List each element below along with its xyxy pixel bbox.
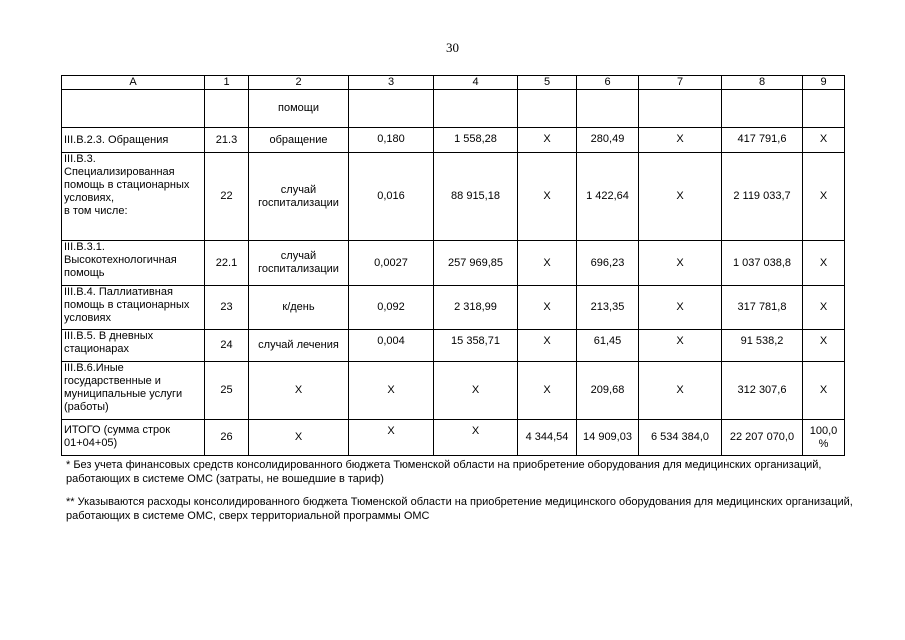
table-cell: 22.1: [205, 241, 249, 286]
table-cell: 0,0027: [349, 241, 434, 286]
table-cell: Х: [803, 128, 845, 153]
financing-table: [61, 75, 845, 456]
table-cell: Х: [803, 362, 845, 420]
table-cell: Х: [803, 153, 845, 241]
header-cell: 7: [639, 76, 722, 90]
table-cell: 1 558,28: [434, 128, 518, 153]
table-row: [62, 153, 845, 241]
table-cell: Х: [518, 241, 577, 286]
header-row: [62, 76, 845, 90]
header-cell: 9: [803, 76, 845, 90]
table-cell: Х: [434, 420, 518, 456]
table-cell: 61,45: [577, 330, 639, 362]
table-cell: случай госпитализации: [249, 153, 349, 241]
table-cell: Х: [639, 241, 722, 286]
table-row: [62, 286, 845, 330]
table-cell: Х: [803, 286, 845, 330]
table-cell: [639, 90, 722, 128]
table-cell: 100,0 %: [803, 420, 845, 456]
table-cell: 25: [205, 362, 249, 420]
table-row: [62, 241, 845, 286]
table-row: [62, 128, 845, 153]
table-cell: Х: [639, 330, 722, 362]
table-cell: Х: [803, 241, 845, 286]
table-cell: 6 534 384,0: [639, 420, 722, 456]
table-cell: случай лечения: [249, 330, 349, 362]
table-cell: 88 915,18: [434, 153, 518, 241]
table-cell: 0,180: [349, 128, 434, 153]
row-name-subtext: в том числе:: [64, 205, 128, 217]
table-cell: Х: [249, 362, 349, 420]
header-cell: 5: [518, 76, 577, 90]
table-cell: Х: [518, 330, 577, 362]
header-cell: 8: [722, 76, 803, 90]
table-cell: помощи: [249, 90, 349, 128]
table-cell: 696,23: [577, 241, 639, 286]
table-cell: Х: [639, 286, 722, 330]
table-cell: 213,35: [577, 286, 639, 330]
row-name: III.В.5. В дневных стационарах: [62, 330, 205, 362]
table-cell: 91 538,2: [722, 330, 803, 362]
footnote-single-asterisk: * Без учета финансовых средств консолидированного бюджета Тюменской области на приобретение оборудования для медицинских организаций, работающих в системе ОМС (затраты, не вошедшие в тариф): [66, 459, 822, 485]
table-cell: 312 307,6: [722, 362, 803, 420]
table-cell: 0,004: [349, 330, 434, 362]
header-cell: 2: [249, 76, 349, 90]
table-cell: 257 969,85: [434, 241, 518, 286]
page-number: 30: [446, 40, 459, 55]
header-cell: 1: [205, 76, 249, 90]
row-name: ИТОГО (сумма строк 01+04+05): [62, 420, 205, 456]
table-cell: 0,092: [349, 286, 434, 330]
table-row-total: [62, 420, 845, 456]
table-cell: [434, 90, 518, 128]
table-cell: Х: [249, 420, 349, 456]
footnote-double-asterisk: ** Указываются расходы консолидированного бюджета Тюменской области на приобретение медицинского оборудования для медицинских организаций, работающих в системе ОМС, сверх территориальной программы ОМС: [66, 496, 853, 522]
header-cell: А: [62, 76, 205, 90]
table-cell: Х: [803, 330, 845, 362]
table-cell: [518, 90, 577, 128]
table-cell: Х: [639, 362, 722, 420]
table-cell: 4 344,54: [518, 420, 577, 456]
table-cell: 21.3: [205, 128, 249, 153]
table-cell: Х: [349, 362, 434, 420]
table-cell: [577, 90, 639, 128]
table-cell: [803, 90, 845, 128]
row-name: [62, 153, 205, 241]
table-row: [62, 362, 845, 420]
row-name: III.В.3.1. Высокотехнологичная помощь: [62, 241, 205, 286]
table-cell: 1 422,64: [577, 153, 639, 241]
row-name: III.В.2.3. Обращения: [62, 128, 205, 153]
row-name: III.В.4. Паллиативная помощь в стационарных условиях: [62, 286, 205, 330]
table-cell: [205, 90, 249, 128]
header-cell: 3: [349, 76, 434, 90]
table-row: [62, 330, 845, 362]
table-cell: 26: [205, 420, 249, 456]
table-cell: 417 791,6: [722, 128, 803, 153]
table-cell: 23: [205, 286, 249, 330]
table-cell: 22: [205, 153, 249, 241]
table-cell: 0,016: [349, 153, 434, 241]
table-cell: 2 318,99: [434, 286, 518, 330]
header-cell: 4: [434, 76, 518, 90]
table-cell: Х: [518, 362, 577, 420]
table-cell: 14 909,03: [577, 420, 639, 456]
table-cell: 24: [205, 330, 249, 362]
table-cell: к/день: [249, 286, 349, 330]
row-name-text: III.В.3. Специализированная помощь в стационарных условиях,: [64, 153, 190, 204]
table-cell: Х: [518, 153, 577, 241]
table-cell: 209,68: [577, 362, 639, 420]
table-cell: 280,49: [577, 128, 639, 153]
table-row: [62, 90, 845, 128]
header-cell: 6: [577, 76, 639, 90]
table-cell: [722, 90, 803, 128]
table-cell: Х: [434, 362, 518, 420]
table-cell: Х: [518, 128, 577, 153]
table-cell: Х: [518, 286, 577, 330]
table-cell: Х: [349, 420, 434, 456]
row-name: III.В.6.Иные государственные и муниципальные услуги (работы): [62, 362, 205, 420]
table-cell: 22 207 070,0: [722, 420, 803, 456]
table-cell: 2 119 033,7: [722, 153, 803, 241]
table-cell: обращение: [249, 128, 349, 153]
table-cell: [349, 90, 434, 128]
table-cell: Х: [639, 128, 722, 153]
row-name: [62, 90, 205, 128]
table-cell: 15 358,71: [434, 330, 518, 362]
table-cell: случай госпитализации: [249, 241, 349, 286]
table-cell: Х: [639, 153, 722, 241]
table-cell: 1 037 038,8: [722, 241, 803, 286]
table-cell: 317 781,8: [722, 286, 803, 330]
